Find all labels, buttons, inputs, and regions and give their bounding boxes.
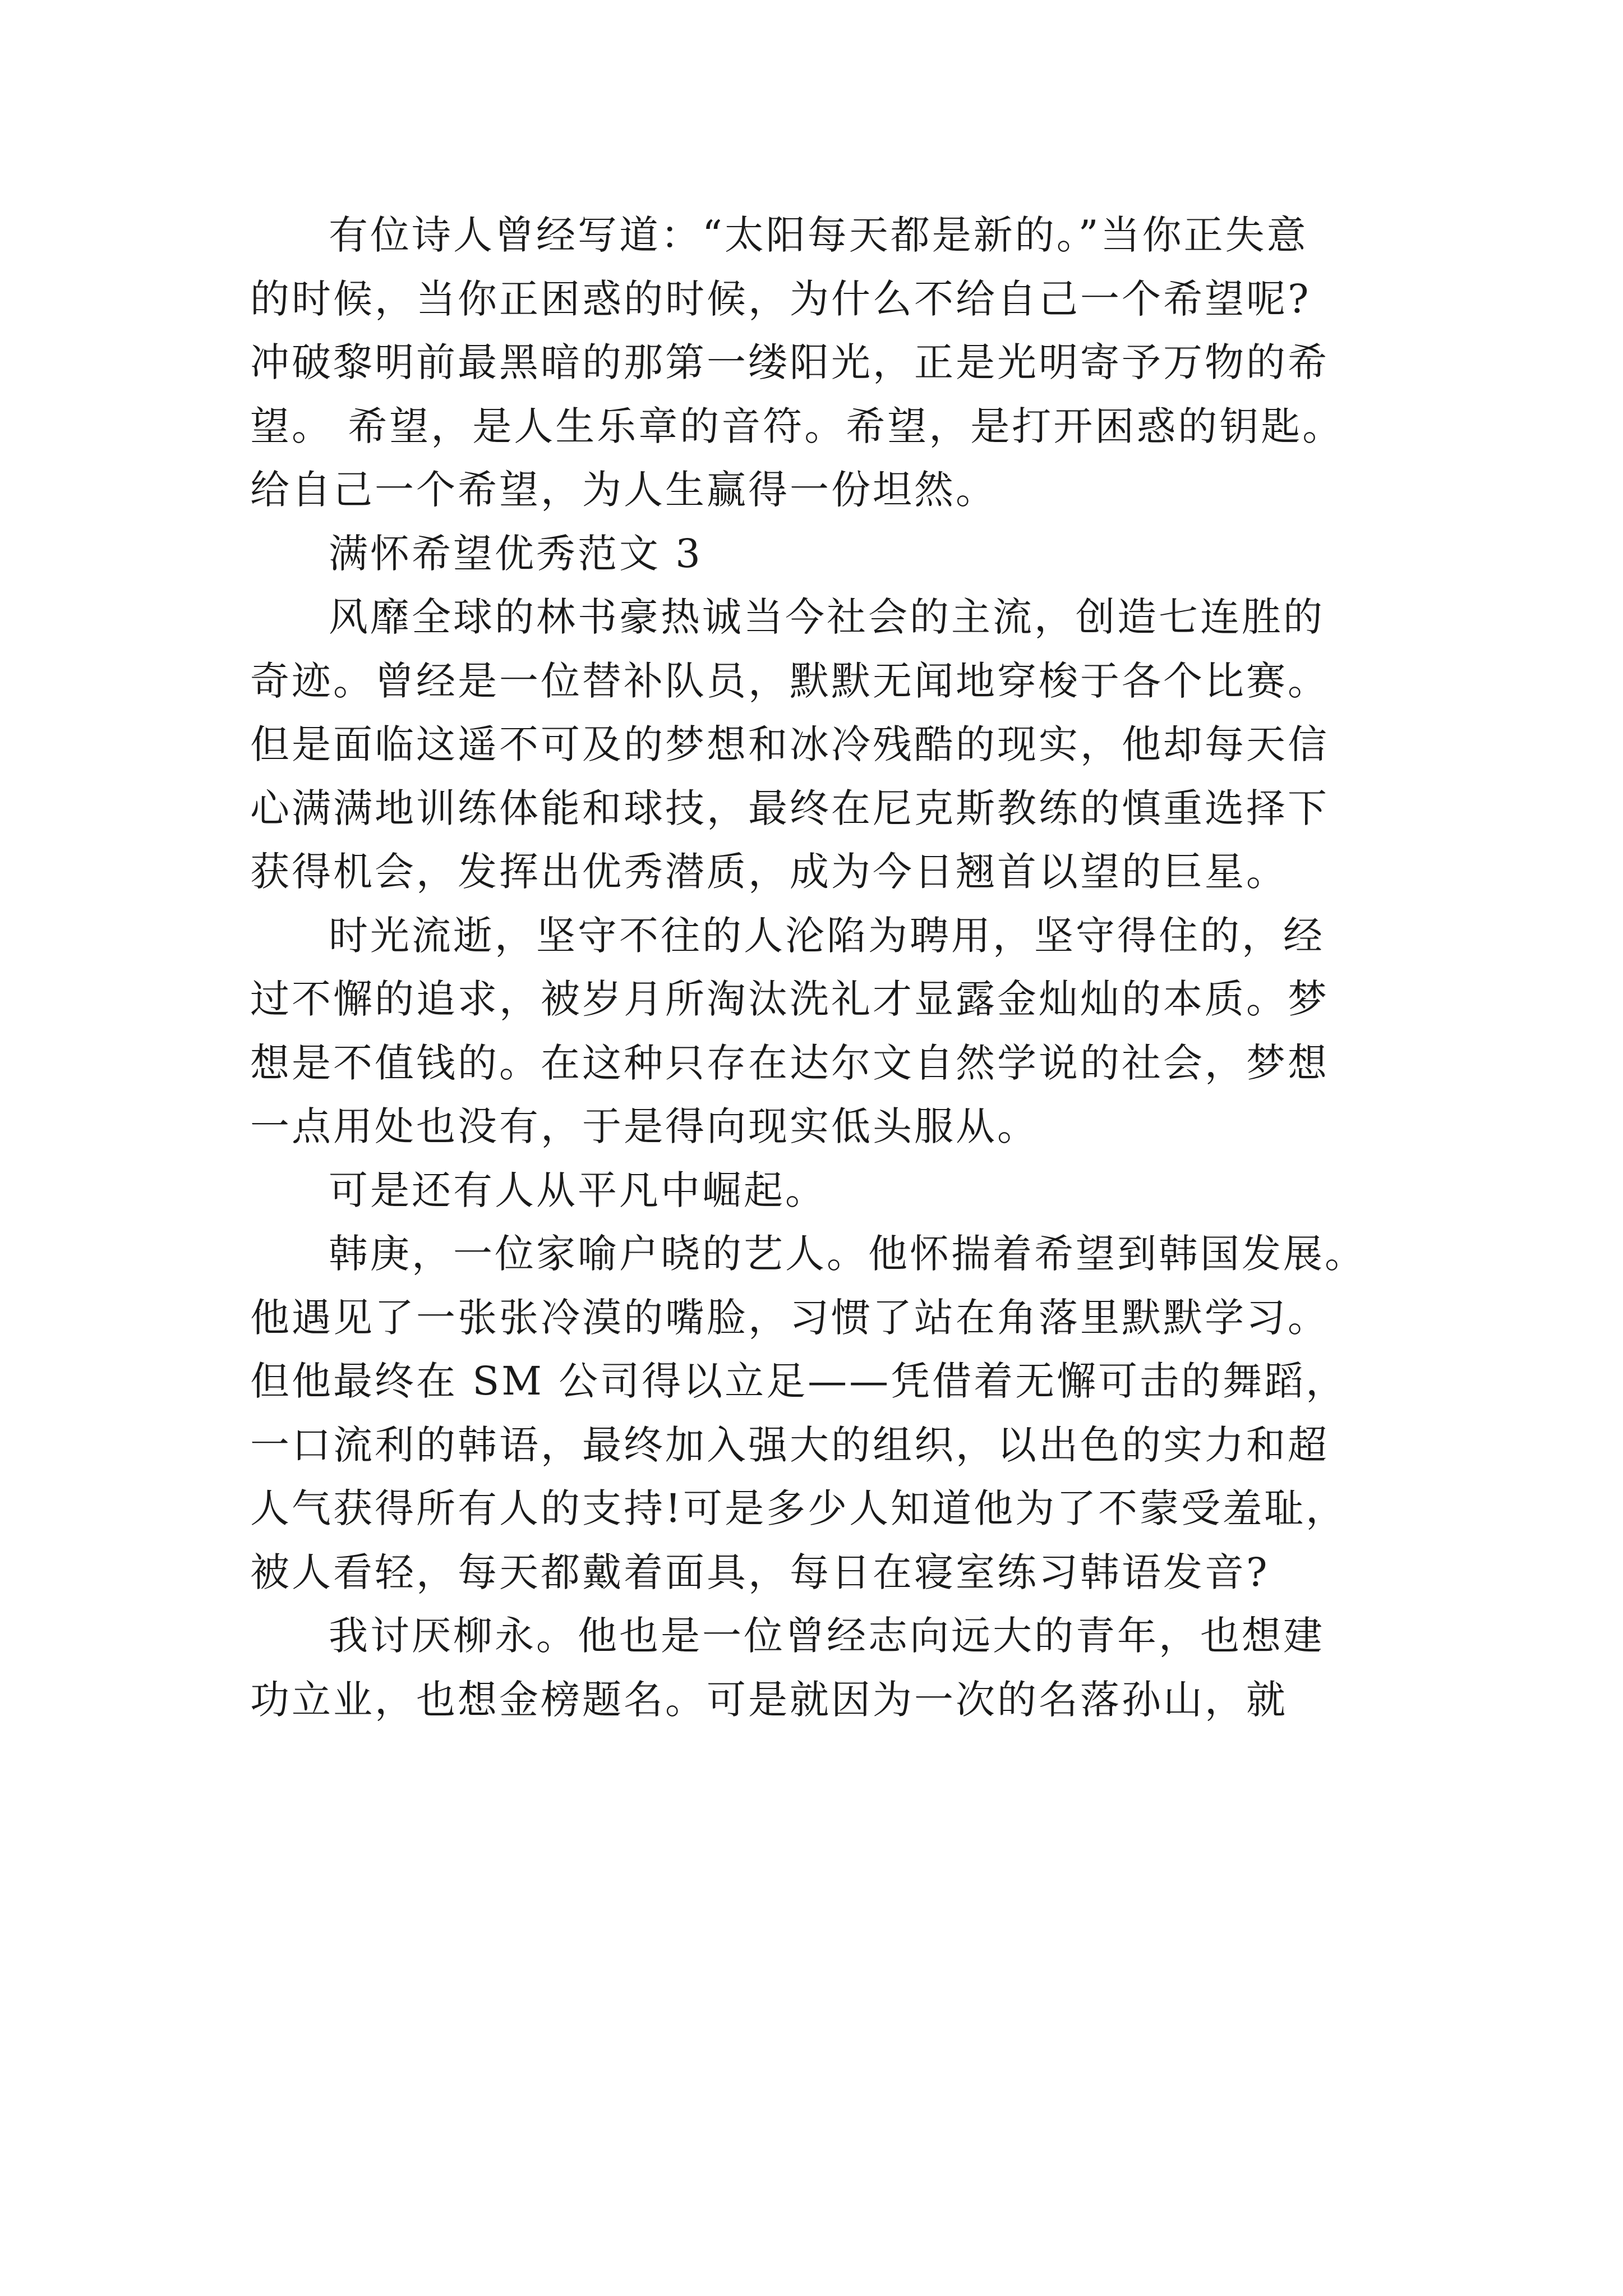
text-line: 风靡全球的林书豪热诚当今社会的主流，创造七连胜的 [329, 594, 1325, 640]
text-line: 可是还有人从平凡中崛起。 [329, 1167, 827, 1213]
document-body [250, 204, 1389, 1732]
text-line: 但他最终在 SM 公司得以立足——凭借着无懈可击的舞蹈， [250, 1358, 1348, 1404]
text-line: 但是面临这遥不可及的梦想和冰冷残酷的现实，他却每天信 [250, 721, 1329, 767]
text-line: 有位诗人曾经写道：“太阳每天都是新的。”当你正失意 [329, 212, 1308, 258]
text-line: 心满满地训练体能和球技，最终在尼克斯教练的慎重选择下 [250, 785, 1329, 831]
text-line: 望。 希望，是人生乐章的音符。希望，是打开困惑的钥匙。 [250, 403, 1344, 449]
text-line: 获得机会，发挥出优秀潜质，成为今日翘首以望的巨星。 [250, 849, 1288, 895]
text-line: 奇迹。曾经是一位替补队员，默默无闻地穿梭于各个比赛。 [250, 657, 1329, 704]
text-line: 他遇见了一张张冷漠的嘴脸，习惯了站在角落里默默学习。 [250, 1294, 1329, 1341]
text-line: 韩庚，一位家喻户晓的艺人。他怀揣着希望到韩国发展。 [329, 1231, 1366, 1277]
text-line: 一点用处也没有，于是得向现实低头服从。 [250, 1103, 1039, 1149]
text-line: 时光流逝，坚守不往的人沦陷为聘用，坚守得住的，经 [329, 912, 1325, 959]
text-line: 一口流利的韩语，最终加入强大的组织，以出色的实力和超 [250, 1421, 1329, 1468]
text-line: 人气获得所有人的支持!可是多少人知道他为了不蒙受羞耻， [250, 1485, 1348, 1531]
text-line: 冲破黎明前最黑暗的那第一缕阳光，正是光明寄予万物的希 [250, 339, 1329, 385]
text-line: 的时候，当你正困惑的时候，为什么不给自己一个希望呢? [250, 275, 1311, 322]
text-line: 过不懈的追求，被岁月所淘汰洗礼才显露金灿灿的本质。梦 [250, 976, 1329, 1022]
text-line: 被人看轻，每天都戴着面具，每日在寝室练习韩语发音? [250, 1549, 1270, 1595]
text-line: 我讨厌柳永。他也是一位曾经志向远大的青年，也想建 [329, 1613, 1325, 1659]
text-line: 功立业，也想金榜题名。可是就因为一次的名落孙山，就 [250, 1676, 1288, 1723]
text-line: 给自己一个希望，为人生赢得一份坦然。 [250, 467, 997, 513]
text-line: 想是不值钱的。在这种只存在达尔文自然学说的社会，梦想 [250, 1039, 1329, 1086]
text-line: 满怀希望优秀范文 3 [329, 530, 703, 577]
